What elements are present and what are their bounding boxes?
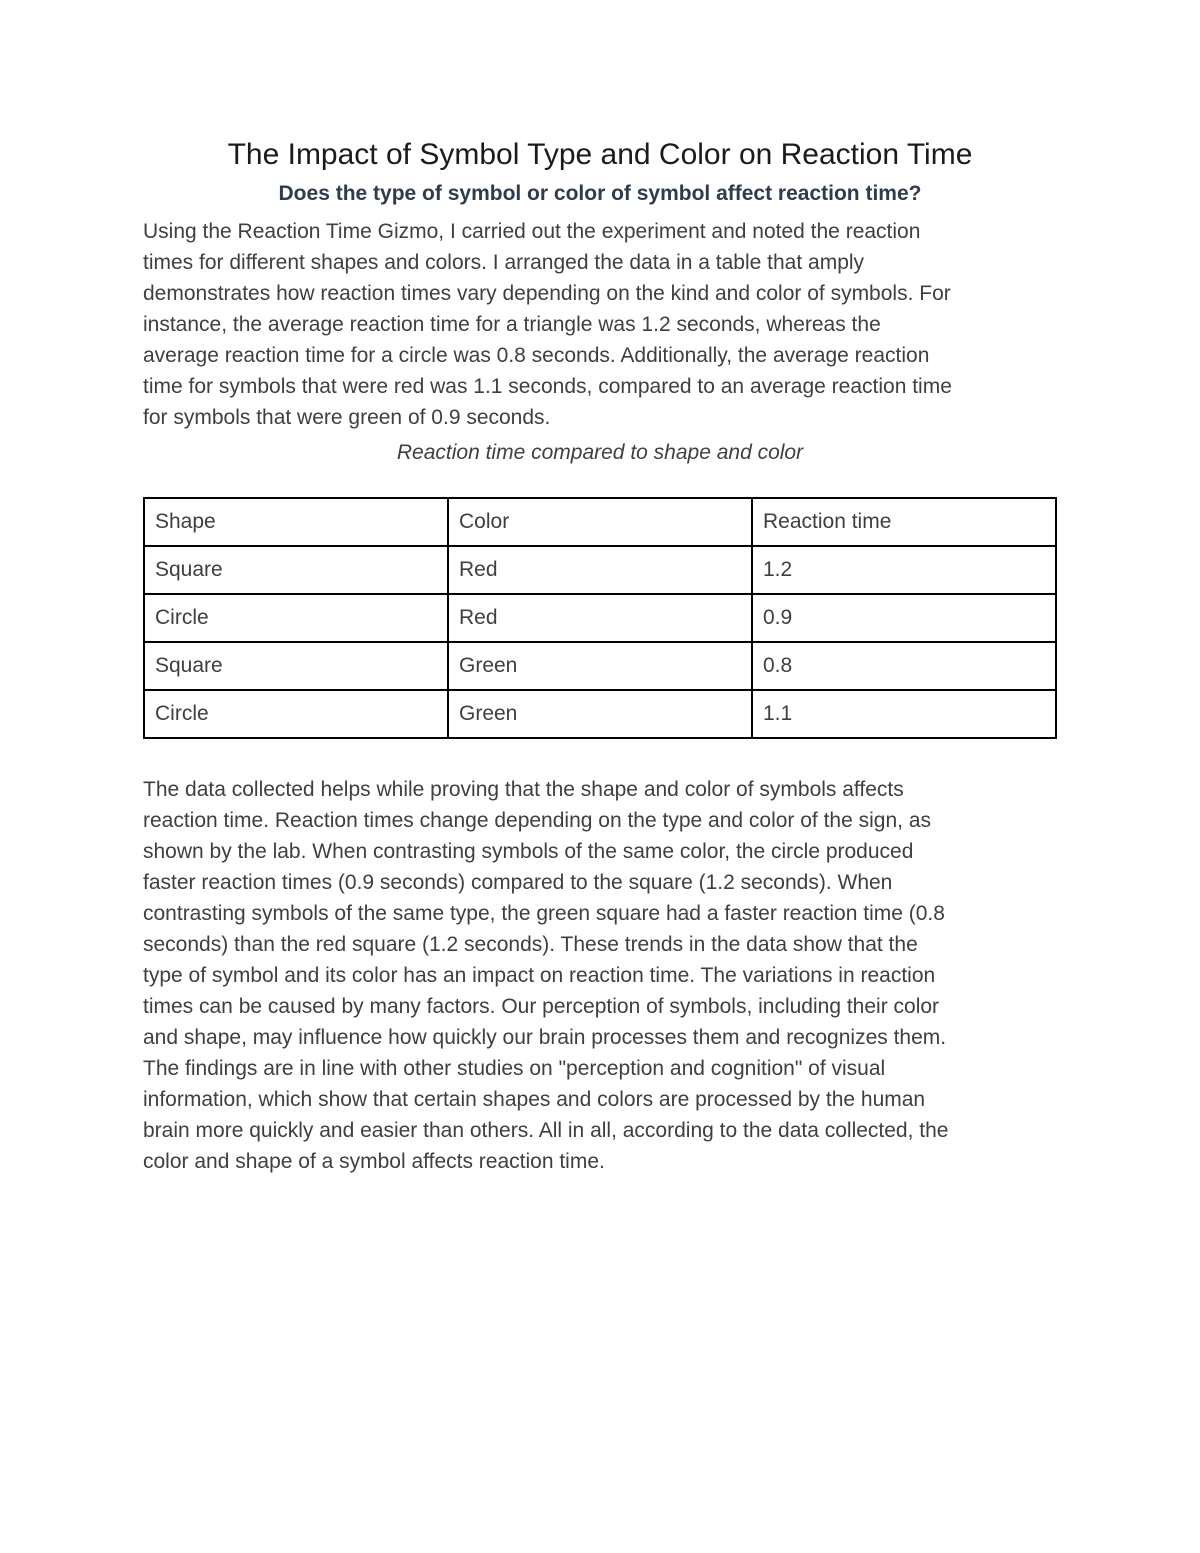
- table-cell: Circle: [144, 690, 448, 738]
- table-row: [144, 690, 1056, 738]
- intro-paragraph: [143, 216, 1057, 433]
- paragraph-line: The findings are in line with other studies on "perception and cognition" of visual: [143, 1057, 886, 1080]
- paragraph-line: shown by the lab. When contrasting symbols of the same color, the circle produced: [143, 840, 914, 863]
- results-table-body: [144, 498, 1056, 738]
- table-cell: 0.8: [752, 642, 1056, 690]
- paragraph-line: contrasting symbols of the same type, the green square had a faster reaction time (0.8: [143, 902, 945, 925]
- paragraph-line: average reaction time for a circle was 0.8 seconds. Additionally, the average reaction: [143, 344, 930, 367]
- paragraph-line: The data collected helps while proving that the shape and color of symbols affects: [143, 778, 904, 801]
- paragraph-line: faster reaction times (0.9 seconds) compared to the square (1.2 seconds). When: [143, 871, 893, 894]
- table-cell: Green: [448, 642, 752, 690]
- table-header-cell: Reaction time: [752, 498, 1056, 546]
- table-cell: Circle: [144, 594, 448, 642]
- paragraph-line: for symbols that were green of 0.9 seconds.: [143, 406, 551, 429]
- table-header-cell: Shape: [144, 498, 448, 546]
- paragraph-line: instance, the average reaction time for a triangle was 1.2 seconds, whereas the: [143, 313, 881, 336]
- paragraph-line: Using the Reaction Time Gizmo, I carried out the experiment and noted the reaction: [143, 220, 921, 243]
- results-table: [143, 497, 1057, 739]
- table-cell: 0.9: [752, 594, 1056, 642]
- document-title: The Impact of Symbol Type and Color on Reaction Time: [227, 138, 973, 171]
- table-cell: Green: [448, 690, 752, 738]
- paragraph-line: time for symbols that were red was 1.1 seconds, compared to an average reaction time: [143, 375, 952, 398]
- table-cell: Square: [144, 642, 448, 690]
- document-subtitle: Does the type of symbol or color of symbol affect reaction time?: [278, 182, 922, 205]
- table-cell: 1.2: [752, 546, 1056, 594]
- table-cell: Square: [144, 546, 448, 594]
- table-cell: 1.1: [752, 690, 1056, 738]
- table-cell: Red: [448, 594, 752, 642]
- table-cell: Red: [448, 546, 752, 594]
- table-row: [144, 546, 1056, 594]
- table-row: [144, 642, 1056, 690]
- paragraph-line: color and shape of a symbol affects reaction time.: [143, 1150, 605, 1173]
- table-header-row: [144, 498, 1056, 546]
- paragraph-line: reaction time. Reaction times change depending on the type and color of the sign, as: [143, 809, 931, 832]
- table-header-cell: Color: [448, 498, 752, 546]
- paragraph-line: type of symbol and its color has an impact on reaction time. The variations in reaction: [143, 964, 936, 987]
- paragraph-line: and shape, may influence how quickly our brain processes them and recognizes them.: [143, 1026, 947, 1049]
- conclusion-paragraph: [143, 774, 1057, 1177]
- paragraph-line: demonstrates how reaction times vary depending on the kind and color of symbols. For: [143, 282, 951, 305]
- paragraph-line: seconds) than the red square (1.2 seconds). These trends in the data show that the: [143, 933, 918, 956]
- paragraph-line: brain more quickly and easier than others. All in all, according to the data collected, the: [143, 1119, 949, 1142]
- document-content: [143, 0, 1057, 1177]
- paragraph-line: times for different shapes and colors. I arranged the data in a table that amply: [143, 251, 865, 274]
- table-caption: Reaction time compared to shape and color: [396, 441, 804, 464]
- table-row: [144, 594, 1056, 642]
- paragraph-line: information, which show that certain shapes and colors are processed by the human: [143, 1088, 926, 1111]
- paragraph-line: times can be caused by many factors. Our perception of symbols, including their color: [143, 995, 940, 1018]
